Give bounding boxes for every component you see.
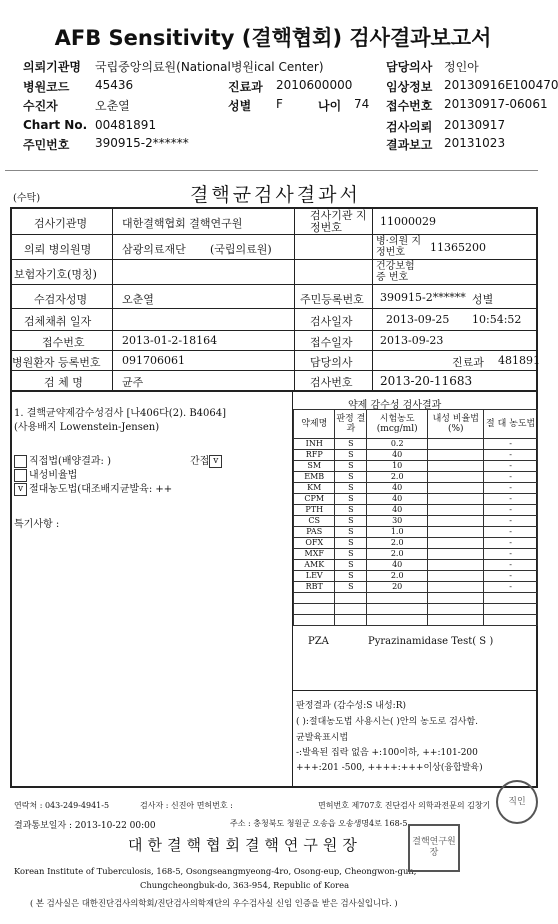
designation-label: 검사기관 지정번호 (310, 209, 367, 234)
label: 나이 (318, 99, 342, 113)
req-label: 의뢰 병의원명 (24, 243, 92, 256)
sens-cell: 40 (367, 560, 428, 571)
option-label: 간접 (190, 456, 210, 467)
value: 20130916E100470 (444, 78, 558, 92)
sens-cell: - (484, 571, 538, 582)
sens-cell: 40 (367, 483, 428, 494)
sens-cell: EMB (294, 472, 335, 483)
tester: 검사자 : 신진아 면허번호 : (140, 801, 233, 810)
sens-cell: 2.0 (367, 549, 428, 560)
req-extra: (국립의료원) (210, 243, 272, 256)
sens-cell (484, 604, 538, 615)
sens-cell: - (484, 472, 538, 483)
sens-cell (428, 461, 484, 472)
sens-cell: KM (294, 483, 335, 494)
sens-row (294, 549, 538, 560)
sens-cell: 30 (367, 516, 428, 527)
sens-cell (428, 516, 484, 527)
sens-blank-row (294, 615, 538, 626)
sens-cell: S (335, 505, 367, 516)
sens-cell: S (335, 560, 367, 571)
health-no-label: 건강보험 증 번호 (376, 261, 415, 283)
patient-label: 수검자성명 (34, 293, 88, 306)
designation-value: 11000029 (380, 215, 436, 228)
sens-header-row (294, 410, 538, 439)
patient-no-label: 병원환자 등록번호 (12, 356, 101, 369)
value: 오춘열 (95, 99, 130, 113)
patient-no-value: 091706061 (122, 354, 185, 367)
sens-cell: LEV (294, 571, 335, 582)
sens-cell (428, 450, 484, 461)
label: 주민번호 (23, 138, 70, 152)
sens-cell: OFX (294, 538, 335, 549)
value: 00481891 (95, 118, 157, 132)
sens-header-cell: 절 대 농도법 (484, 410, 538, 439)
org-label: 검사기관명 (34, 217, 88, 230)
sens-cell (428, 582, 484, 593)
receipt-no-label: 접수번호 (42, 336, 85, 349)
method-line2: (사용배지 Lowenstein-Jensen) (14, 422, 160, 433)
address: 주소 : 충청북도 청원군 오송읍 오송생명4로 168-5 (230, 819, 408, 828)
pza-label: PZA (308, 636, 329, 647)
sens-cell: 10 (367, 461, 428, 472)
sens-cell (428, 483, 484, 494)
sens-cell: S (335, 527, 367, 538)
sens-cell: AMK (294, 560, 335, 571)
sens-cell: - (484, 516, 538, 527)
sens-row (294, 483, 538, 494)
sens-row (294, 450, 538, 461)
label: 수진자 (23, 99, 58, 113)
sens-cell (335, 604, 367, 615)
report-title: AFB Sensitivity (결핵협회) 검사결과보고서 (54, 26, 492, 50)
sens-cell: 2.0 (367, 571, 428, 582)
stamp-label: (수탁) (13, 193, 41, 204)
sens-cell (294, 593, 335, 604)
sens-header-cell: 시험농도 (mcg/ml) (367, 410, 428, 439)
sens-cell: - (484, 450, 538, 461)
dept-value: 481891 (498, 354, 540, 367)
sensitivity-table (293, 409, 538, 626)
license: 면허번호 제707호 진단검사 의학과전문의 김창기 (318, 801, 491, 810)
legend-line: ( ):절대농도법 사용시는( )안의 농도로 검사함. (296, 717, 479, 727)
sens-row (294, 461, 538, 472)
sens-cell: - (484, 538, 538, 549)
value: 20130917-06061 (444, 97, 548, 111)
value: F (276, 97, 283, 111)
sens-cell: - (484, 505, 538, 516)
rrn-value: 390915-2****** (380, 291, 466, 304)
value: 20130917 (444, 118, 506, 132)
sens-cell (367, 604, 428, 615)
clinic-no-label: 병·의원 지정번호 (376, 236, 421, 258)
sens-cell: 40 (367, 450, 428, 461)
label: 검사의뢰 (386, 120, 433, 134)
value: 정인아 (444, 60, 479, 74)
collect-label: 검체채취 일자 (24, 315, 92, 328)
option-label: 직접법(배양결과: ) (29, 456, 111, 467)
sens-cell: 2.0 (367, 472, 428, 483)
method-option-indirect (190, 452, 224, 468)
english-address-2: Chungcheongbuk-do, 363-954, Republic of Korea (140, 880, 350, 890)
method-option-absolute (14, 480, 172, 496)
sens-cell (428, 538, 484, 549)
sens-cell (428, 439, 484, 450)
sens-cell: CPM (294, 494, 335, 505)
sens-cell: S (335, 538, 367, 549)
sens-cell: - (484, 549, 538, 560)
checkbox-checked: v (209, 455, 222, 468)
checkbox-checked: v (14, 483, 27, 496)
label: 진료과 (228, 80, 263, 94)
sens-cell (484, 593, 538, 604)
sens-cell: S (335, 571, 367, 582)
report-date: 결과통보일자 : 2013-10-22 00:00 (14, 821, 156, 831)
sens-cell: S (335, 494, 367, 505)
receipt-no-value: 2013-01-2-18164 (122, 334, 218, 347)
sens-cell: - (484, 527, 538, 538)
sens-cell (428, 472, 484, 483)
sens-cell (428, 505, 484, 516)
org-name: 대한결핵협회결핵연구원장 (128, 836, 362, 854)
sens-cell: - (484, 494, 538, 505)
sens-cell: S (335, 461, 367, 472)
sens-header-cell: 내성 비율법(%) (428, 410, 484, 439)
sens-cell: - (484, 483, 538, 494)
value: 국립중앙의료원(National병원ical Center) (95, 60, 324, 74)
receipt-date-value: 2013-09-23 (380, 334, 444, 347)
english-address-1: Korean Institute of Tuberculosis, 168-5, Osongseangmyeong-4ro, Osong-eup, Cheongwon-gun, (14, 866, 417, 876)
official-seal-round: 직인 (496, 780, 538, 824)
sens-cell: RBT (294, 582, 335, 593)
sens-cell (428, 549, 484, 560)
sens-cell: SM (294, 461, 335, 472)
sens-row (294, 571, 538, 582)
sens-header-cell: 약제명 (294, 410, 335, 439)
sens-cell: S (335, 516, 367, 527)
sens-cell: S (335, 582, 367, 593)
legend-line: 판정결과 (감수성:S 내성:R) (296, 701, 406, 711)
value: 20131023 (444, 136, 506, 150)
sens-cell: S (335, 483, 367, 494)
sens-row (294, 527, 538, 538)
sens-cell: PTH (294, 505, 335, 516)
sens-cell: 0.2 (367, 439, 428, 450)
value: 45436 (95, 78, 134, 92)
sens-row (294, 538, 538, 549)
test-date-label: 검사일자 (310, 315, 353, 328)
dept-label: 진료과 (452, 356, 484, 369)
label: 성별 (228, 99, 252, 113)
test-date-value: 2013-09-25 (386, 313, 450, 326)
doctor-label: 담당의사 (310, 356, 353, 369)
sens-cell: - (484, 582, 538, 593)
sens-cell (367, 593, 428, 604)
official-seal-square: 결핵연구원장 (408, 824, 460, 872)
label: 병원코드 (23, 80, 70, 94)
label: 접수번호 (386, 99, 433, 113)
test-no-label: 검사번호 (310, 376, 353, 389)
certification-notice: ( 본 검사실은 대한진단검사의학회/진단검사의학재단의 우수검사실 신임 인증을 받은 검사실입니다. ) (30, 898, 398, 908)
clinic-no-value: 11365200 (430, 241, 486, 254)
sens-row (294, 472, 538, 483)
sens-cell (367, 615, 428, 626)
org-value: 대한결핵협회 결핵연구원 (122, 217, 243, 230)
receipt-date-label: 접수일자 (310, 336, 353, 349)
sens-cell: 40 (367, 494, 428, 505)
label: 임상정보 (386, 80, 433, 94)
legend-line: 균발육표시법 (296, 733, 349, 743)
sens-header-cell: 판정 결과 (335, 410, 367, 439)
label: 의뢰기관명 (23, 60, 81, 74)
sens-cell (428, 593, 484, 604)
sens-cell: S (335, 450, 367, 461)
sens-cell: 40 (367, 505, 428, 516)
sex-label: 성별 (472, 293, 494, 306)
sens-cell: - (484, 439, 538, 450)
sens-cell: MXF (294, 549, 335, 560)
sens-cell: S (335, 472, 367, 483)
sens-cell (428, 560, 484, 571)
value: 74 (354, 97, 370, 111)
sens-blank-row (294, 604, 538, 615)
sens-cell (335, 615, 367, 626)
sens-cell: RFP (294, 450, 335, 461)
option-label: 절대농도법(대조배지균발육: ++ (29, 484, 173, 495)
sens-cell: PAS (294, 527, 335, 538)
sens-row (294, 582, 538, 593)
sens-cell: CS (294, 516, 335, 527)
doc-title: 결핵균검사결과서 (190, 184, 361, 206)
req-value: 삼광의료재단 (122, 243, 186, 256)
sens-cell: INH (294, 439, 335, 450)
sens-cell: 2.0 (367, 538, 428, 549)
remarks-label: 특기사항 : (14, 519, 60, 530)
patient-value: 오춘열 (122, 293, 154, 306)
sens-row (294, 516, 538, 527)
sens-cell: - (484, 461, 538, 472)
pza-value: Pyrazinamidase Test( S ) (368, 636, 494, 647)
test-time: 10:54:52 (472, 313, 522, 326)
sens-row (294, 505, 538, 516)
sens-cell: 20 (367, 582, 428, 593)
sens-cell (335, 593, 367, 604)
legend-line: +++:201 -500, ++++:+++이상(융합발육) (296, 763, 483, 773)
sens-cell (484, 615, 538, 626)
sens-title: 약제 감수성 검사결과 (348, 400, 442, 411)
sens-cell (428, 604, 484, 615)
test-no-value: 2013-20-11683 (380, 374, 473, 388)
label: Chart No. (23, 118, 88, 132)
sens-cell (294, 604, 335, 615)
sens-blank-row (294, 593, 538, 604)
sens-row (294, 439, 538, 450)
sens-cell: - (484, 560, 538, 571)
rrn-label: 주민등록번호 (300, 293, 364, 306)
label: 담당의사 (386, 60, 433, 74)
sens-row (294, 494, 538, 505)
legend-line: -:발육된 집락 없음 +:100이하, ++:101-200 (296, 748, 478, 758)
sens-cell: S (335, 549, 367, 560)
method-line1: 1. 결핵균약제감수성검사 [나406다(2). B4064] (14, 408, 227, 419)
specimen-label: 검 체 명 (44, 376, 83, 389)
specimen-value: 균주 (122, 376, 144, 389)
sens-cell (428, 571, 484, 582)
value: 390915-2****** (95, 136, 189, 150)
value: 2010600000 (276, 78, 353, 92)
sens-cell (428, 527, 484, 538)
sens-cell (428, 615, 484, 626)
header-row (23, 58, 81, 75)
sens-cell: S (335, 439, 367, 450)
sens-cell (428, 494, 484, 505)
sens-row (294, 560, 538, 571)
insurer-label: 보험자기호(명칭) (14, 268, 97, 281)
option-label: 내성비율법 (29, 470, 78, 481)
sens-cell (294, 615, 335, 626)
label: 결과보고 (386, 138, 433, 152)
contact: 연락처 : 043-249-4941-5 (14, 801, 110, 810)
sens-cell: 1.0 (367, 527, 428, 538)
